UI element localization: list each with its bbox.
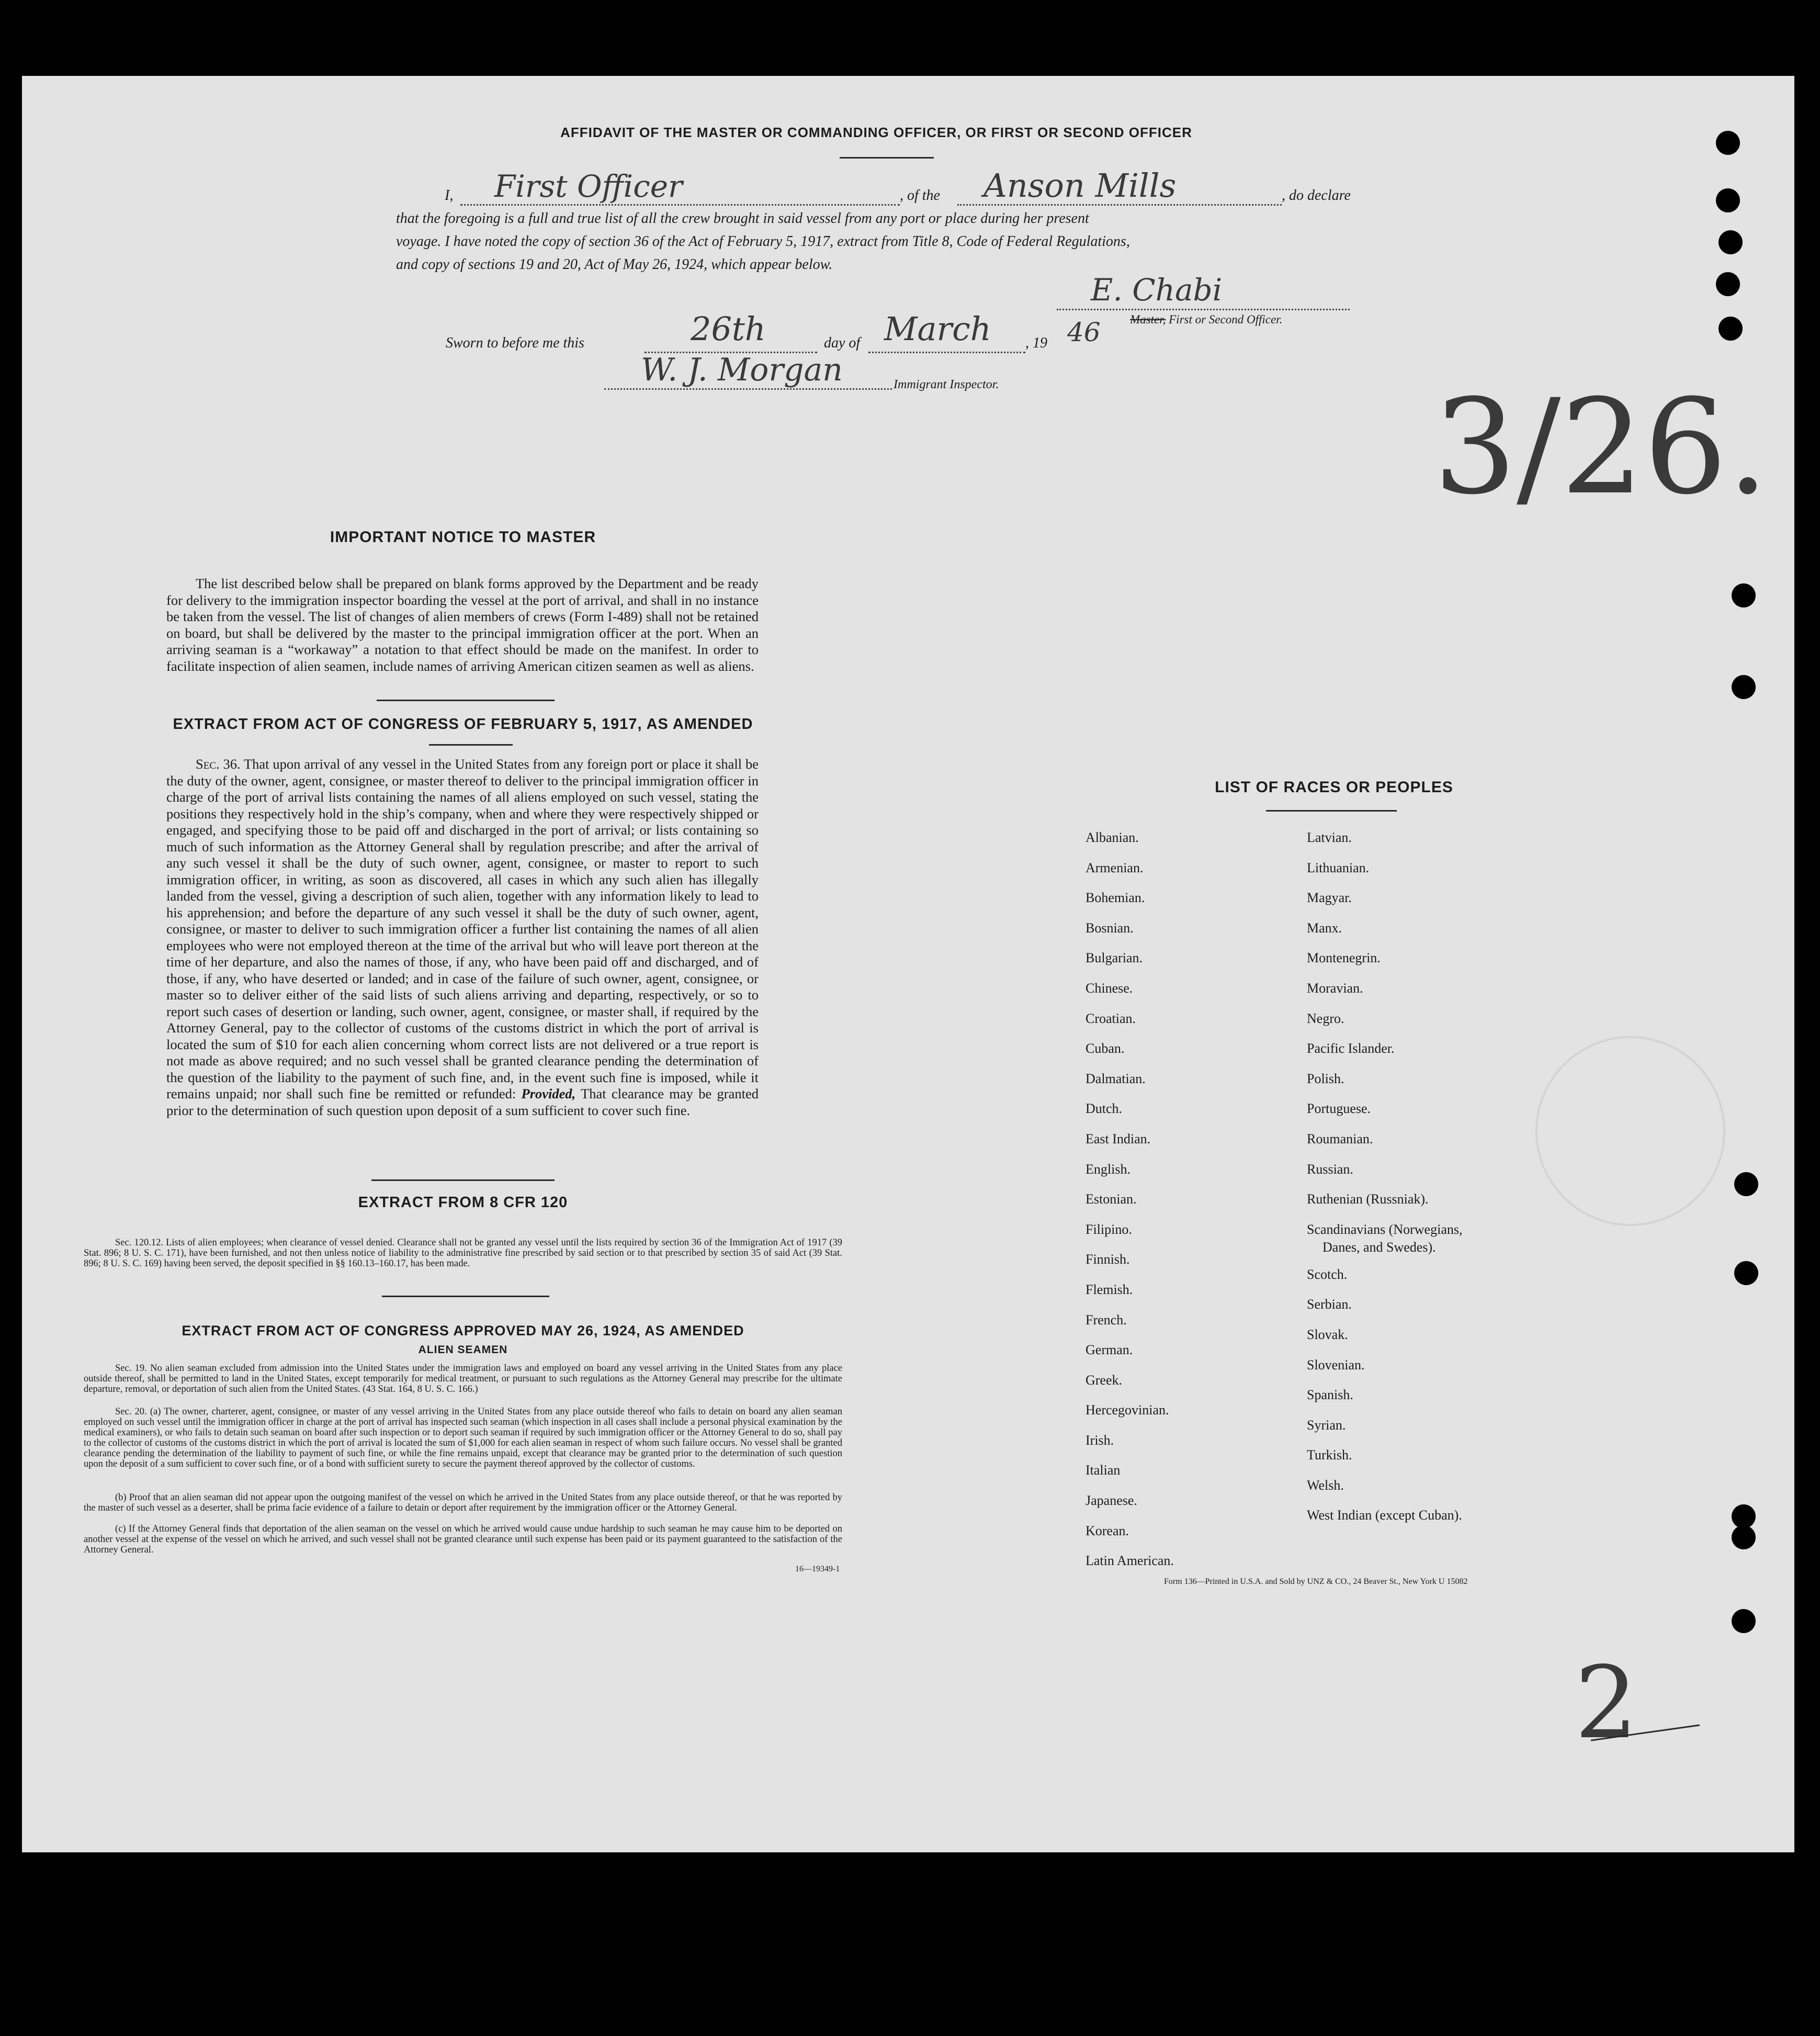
race-item: Japanese. xyxy=(1086,1493,1137,1509)
race-item: French. xyxy=(1086,1312,1127,1328)
sec36-text-b: That clearance may be granted prior to the determination of such question upon deposit of a sum sufficient to cover such fine. xyxy=(166,1086,759,1118)
races-rule xyxy=(1266,810,1397,812)
sec36-text-a: That upon arrival of any vessel in the United States from any foreign port or place it shall be the duty of the owner, agent, consignee, or master thereof to deliver to the principal immigration officer in charge of the port of arrival lists containing the names of all aliens employed on such vessel, stating the positions they respectively hold in the ship’s company, when and where they were respectively shipped or engaged, and specifying those to be paid off and discharged in the port of arrival; or lists containing so much of such information as the Attorney General shall by regulation prescribe; and after the arrival of any such vessel it shall be the duty of such owner, agent, consignee, or master to report to such immigration officer, in writing, as soon as discovered, all cases in which any such alien has illegally landed from the vessel, giving a description of such alien, together with any information likely to lead to his apprehension; and before the departure of any such vessel it shall be the duty of such owner, agent, consignee, or master to deliver to such immigration officer a further list containing the names of all alien employees who were not employed thereon at the time of the arrival but who will leave port thereon at the time of her departure, and also the names of those, if any, who have been paid off and discharged, and of those, if any, who have deserted or landed; and in case of the failure of such owner, agent, consignee, or master so to deliver either of the said lists of such aliens arriving and departing, respectively, or so to report such cases of desertion or landing, such owner, agent, consignee, or master shall, if required by the Attorney General, pay to the collector of customs of the customs district in which the port of arrival is located the sum of $10 for each alien concerning whom correct lists are not delivered or a true report is not made as above required; and no such vessel shall be granted clearance pending the determination of the question of the liability to the payment of such fine, and, in the event such fine is imposed, while it remains unpaid; nor shall such fine be remitted or refunded: xyxy=(166,756,759,1101)
date-annotation: 3/26. xyxy=(1433,371,1769,523)
punch-hole xyxy=(1716,188,1740,212)
race-item: Greek. xyxy=(1086,1372,1123,1388)
races-footer: Form 136—Printed in U.S.A. and Sold by UNZ & CO., 24 Beaver St., New York U 15082 xyxy=(1164,1577,1468,1586)
race-item: Polish. xyxy=(1307,1071,1344,1086)
sworn-year-handwritten: 46 xyxy=(1067,317,1101,347)
extract-1917-title: EXTRACT FROM ACT OF CONGRESS OF FEBRUARY 5, 1917, AS AMENDED xyxy=(173,716,753,733)
affidavit-line3: voyage. I have noted the copy of section 36 of the Act of February 5, 1917, extract from Title 8, Code of Federal Regulations, xyxy=(396,233,1130,250)
sworn-year-print: , 19 xyxy=(1025,335,1047,351)
punch-hole xyxy=(1719,317,1743,341)
race-item: Syrian. xyxy=(1307,1417,1346,1433)
signature-label: First or Second Officer. xyxy=(1169,313,1283,326)
race-item: Italian xyxy=(1086,1463,1121,1478)
circular-seal-stamp xyxy=(1535,1036,1725,1226)
race-item: Armenian. xyxy=(1086,860,1144,875)
officer-signature: E. Chabi xyxy=(1091,272,1223,308)
race-item: German. xyxy=(1086,1342,1133,1358)
race-item: Negro. xyxy=(1307,1010,1344,1026)
sworn-day-handwritten: 26th xyxy=(691,310,766,348)
punch-hole xyxy=(1732,1609,1756,1633)
extract-1924-title: EXTRACT FROM ACT OF CONGRESS APPROVED MAY 26, 1924, AS AMENDED xyxy=(182,1323,744,1338)
race-item: Turkish. xyxy=(1307,1447,1352,1463)
provided-word: Provided, xyxy=(521,1086,576,1101)
punch-hole xyxy=(1732,583,1756,608)
cfr-text: Sec. 120.12. Lists of alien employees; when clearance of vessel denied. Clearance shall not be granted any vessel until the lists required by section 36 of the Immigration Act of 1917 (39 Stat. 896; 8 U. S. C. 171), have been furnished, and not then unless notice of liability to the administrative fine prescribed by said section or to that prescribed by section 35 of said Act (39 Stat. 896; 8 U. S. C. 169) having been served, the deposit specified in §§ 160.13–160.17, has been made. xyxy=(84,1238,842,1269)
punch-hole xyxy=(1716,131,1740,155)
race-item: Slovak. xyxy=(1307,1326,1348,1342)
extract-1917-rule xyxy=(429,744,513,746)
race-item: Scandinavians (Norwegians, xyxy=(1307,1221,1463,1237)
struck-master-word: Master, xyxy=(1130,313,1166,326)
race-item: Bulgarian. xyxy=(1086,950,1143,966)
extract-1924-subtitle: ALIEN SEAMEN xyxy=(418,1344,508,1356)
race-item: Serbian. xyxy=(1307,1297,1352,1312)
race-item: Hercegovinian. xyxy=(1086,1402,1169,1418)
races-column-1 xyxy=(1086,823,1174,1576)
punch-hole xyxy=(1734,1172,1758,1196)
notice-text: The list described below shall be prepared on blank forms approved by the Department and be ready for delivery to the immigration inspector boarding the vessel at the port of arrival, and shall in no instance be taken from the vessel. The list of changes of alien members of crews (Form I-489) shall not be retained on board, but shall be delivered by the master to the principal immigration officer at the port. When an arriving seaman is a “workaway” a notation to that effect should be made on the manifest. In order to facilitate inspection of alien seamen, include names of arriving American citizen seamen as well as aliens. xyxy=(166,576,759,674)
race-item: Latin American. xyxy=(1086,1553,1174,1569)
race-item: Dutch. xyxy=(1086,1101,1123,1117)
race-item: Irish. xyxy=(1086,1432,1114,1448)
race-item: Montenegrin. xyxy=(1307,950,1381,966)
race-item: Portuguese. xyxy=(1307,1101,1371,1117)
affidavit-line2: that the foregoing is a full and true list of all the crew brought in said vessel from any port or place during her present xyxy=(396,210,1089,227)
affidavit-title: AFFIDAVIT OF THE MASTER OR COMMANDING OFFICER, OR FIRST OR SECOND OFFICER xyxy=(560,125,1192,140)
affidavit-line1-mid: , of the xyxy=(900,187,940,204)
race-item: West Indian (except Cuban). xyxy=(1307,1508,1462,1523)
race-item: Latvian. xyxy=(1307,830,1352,845)
punch-hole xyxy=(1719,230,1743,254)
race-item: Filipino. xyxy=(1086,1221,1132,1237)
officer-handwritten: First Officer xyxy=(494,168,683,204)
cfr-title: EXTRACT FROM 8 CFR 120 xyxy=(358,1194,568,1211)
affidavit-line4: and copy of sections 19 and 20, Act of May 26, 1924, which appear below. xyxy=(396,256,833,273)
inspector-line xyxy=(604,388,892,390)
inspector-signature: W. J. Morgan xyxy=(641,352,843,388)
race-item: English. xyxy=(1086,1161,1131,1177)
race-item: Russian. xyxy=(1307,1161,1353,1177)
race-item: Welsh. xyxy=(1307,1477,1344,1493)
officer-fill-line xyxy=(460,204,900,206)
race-item: Scotch. xyxy=(1307,1266,1348,1282)
sworn-day-label: day of xyxy=(824,335,861,351)
vessel-handwritten: Anson Mills xyxy=(984,166,1177,205)
sworn-month-handwritten: March xyxy=(884,310,991,348)
notice-rule xyxy=(377,700,555,701)
race-item: Albanian. xyxy=(1086,830,1139,845)
sec36-label: Sec. 36. xyxy=(196,756,241,772)
race-item: Cuban. xyxy=(1086,1041,1125,1056)
race-item: Slovenian. xyxy=(1307,1357,1365,1373)
race-item: Flemish. xyxy=(1086,1281,1133,1297)
race-item: Bosnian. xyxy=(1086,920,1134,936)
sworn-prefix: Sworn to before me this xyxy=(446,335,584,351)
form-number: 16—19349-1 xyxy=(795,1565,840,1573)
punch-hole xyxy=(1732,675,1756,699)
inspector-label: Immigrant Inspector. xyxy=(894,378,999,391)
race-item: Manx. xyxy=(1307,920,1342,936)
affidavit-line1-prefix: I, xyxy=(445,187,454,204)
signature-line xyxy=(1057,309,1350,310)
page-number-visible: 2 xyxy=(1575,1645,1638,1761)
race-item: Spanish. xyxy=(1307,1387,1353,1403)
race-item: Magyar. xyxy=(1307,890,1352,906)
cfr-end-rule xyxy=(382,1296,549,1297)
race-item: Estonian. xyxy=(1086,1191,1137,1207)
signature-label-wrap xyxy=(1130,313,1282,327)
sworn-month-line xyxy=(868,352,1025,353)
sec20a-text: Sec. 20. (a) The owner, charterer, agent, consignee, or master of any vessel arriving in the United States from any place outside thereof who fails to detain on board any alien seaman employed on such vessel until the immigration officer in charge at the port of arrival has inspected such seaman (which inspection in all cases shall include a personal physical examination by the medical examiners), or who fails to detain such seaman on board after such inspection or to deport such seaman if required by such immigration officer or the Attorney General to do so, shall pay to the collector of customs of the customs district in which the port of arrival is located the sum of $1,000 for each alien seaman in respect of whom such failure occurs. No vessel shall be granted clearance pending the determination of the liability to payment of such fine, or while the fine remains unpaid, except that clearance may be granted prior to the determination of such question upon the deposit of a sum sufficient to cover such fine, or of a bond with sufficient surety to secure the payment thereof approved by the collector of customs. xyxy=(84,1407,842,1469)
punch-hole xyxy=(1734,1261,1758,1285)
extract-1917-text xyxy=(166,756,759,1119)
race-item: Bohemian. xyxy=(1086,890,1145,906)
punch-hole xyxy=(1716,272,1740,296)
races-column-2 xyxy=(1307,823,1462,1531)
race-item: Croatian. xyxy=(1086,1010,1136,1026)
race-item: Chinese. xyxy=(1086,980,1133,996)
affidavit-line1-suffix: , do declare xyxy=(1282,187,1351,204)
sec20b-text: (b) Proof that an alien seaman did not appear upon the outgoing manifest of the vessel on which he arrived in the United States from any place outside thereof, or that he was reported by the master of such vessel as a deserter, shall be prima facie evidence of a failure to detain or deport after requirement by the immigration officer or the Attorney General. xyxy=(84,1492,842,1513)
race-item: Pacific Islander. xyxy=(1307,1041,1395,1056)
notice-title: IMPORTANT NOTICE TO MASTER xyxy=(330,528,596,546)
title-rule xyxy=(840,157,934,159)
race-item: Lithuanian. xyxy=(1307,860,1370,875)
race-item: Dalmatian. xyxy=(1086,1071,1146,1086)
race-item: Roumanian. xyxy=(1307,1131,1373,1146)
races-title: LIST OF RACES OR PEOPLES xyxy=(1215,779,1453,796)
sec19-text: Sec. 19. No alien seaman excluded from admission into the United States under the immigration laws and employed on board any vessel arriving in the United States from any place outside thereof, shall be permitted to land in the United States, except temporarily for medical treatment, or pursuant to such regulations as the Attorney General may prescribe for the ultimate departure, removal, or deportation of such alien from the United States. (43 Stat. 164, 8 U. S. C. 166.) xyxy=(84,1363,842,1394)
race-item: Moravian. xyxy=(1307,980,1363,996)
extract-1917-end-rule xyxy=(371,1179,555,1181)
race-item: Finnish. xyxy=(1086,1252,1130,1267)
sec20c-text: (c) If the Attorney General finds that deportation of the alien seaman on the vessel on which he arrived would cause undue hardship to such seaman he may cause him to be deported on another vessel at the expense of the vessel on which he arrived, and such vessel shall not be granted clearance until such expense has been paid or its payment guaranteed to the satisfaction of the Attorney General. xyxy=(84,1524,842,1555)
race-item: Korean. xyxy=(1086,1523,1129,1538)
race-item: East Indian. xyxy=(1086,1131,1151,1146)
race-item: Ruthenian (Russniak). xyxy=(1307,1191,1429,1207)
punch-hole xyxy=(1732,1525,1756,1549)
race-item: Danes, and Swedes). xyxy=(1322,1239,1436,1255)
